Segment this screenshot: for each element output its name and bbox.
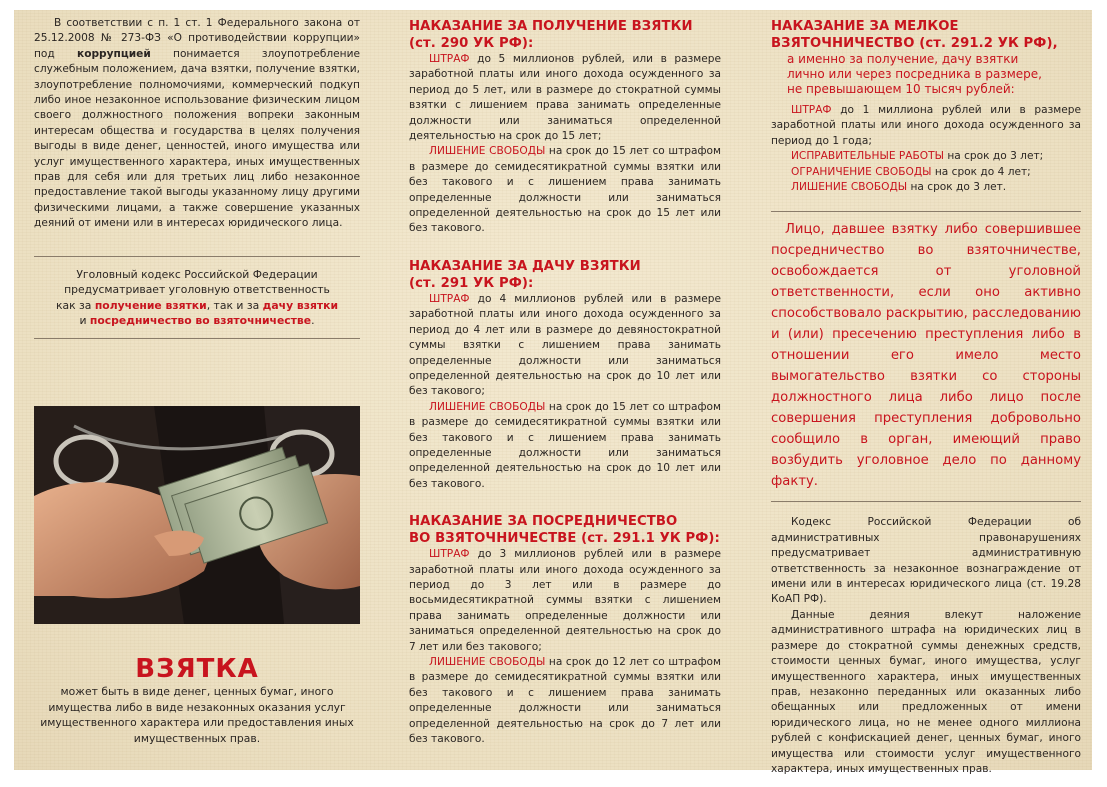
box-line: Уголовный кодекс Российской Федерации [76,267,318,281]
mediation-highlight: посредничество во взяточничестве [89,314,312,328]
limit-paragraph [771,165,1081,180]
section-title: НАКАЗАНИЕ ЗА ДАЧУ ВЗЯТКИ [409,258,641,274]
box-line [34,298,360,314]
penalty-giving-section [409,258,721,492]
prison-label: ЛИШЕНИЕ СВОБОДЫ [429,400,546,413]
column-middle [409,10,721,747]
section-title-article: (ст. 291 УК РФ): [409,275,534,291]
prison-text: на срок до 3 лет. [907,181,1007,194]
fine-paragraph [409,547,721,655]
prison-label: ЛИШЕНИЕ СВОБОДЫ [791,181,908,194]
photo-illustration [34,406,360,624]
box-text: и [79,314,90,328]
bribe-giving-highlight: дачу взятки [262,298,339,312]
fine-text: до 4 миллионов рублей или в размере заработной платы или иного дохода осужденного за период до 4 лет или в размере до девяностократной суммы взятки с лишением права занимать определенные должности или заниматься определенной деятельностью на срок до 10 лет или без такового; [409,292,721,398]
box-line: предусматривает уголовную ответственность [64,283,330,297]
box-text: , так и за [206,298,263,312]
definition-text-rest: понимается злоупотребление служебным положением, дача взятки, получение взятки, злоупотребление полномочиями, коммерческий подкуп либо иное незаконное использование физическим лицом своего должностного положения вопреки законным интересам общества и государства в целях получения выгоды в виде денег, ценностей, иного имущества или услуг имущественного характера, иных имущественных прав для себя или для третьих лиц либо незаконное предоставление такой выгоды указанному лицу другими физическими лицами, а также совершение указанных деяний от имени или в интересах юридического лица. [34,47,360,230]
section-title-article: ВЗЯТОЧНИЧЕСТВО (ст. 291.2 УК РФ), [771,36,1058,51]
divider [771,501,1081,502]
section-title-article: (ст. 290 УК РФ): [409,36,534,51]
fine-text: до 1 миллиона рублей или в размере заработной платы или иного дохода осужденного за период до 1 года; [771,104,1081,147]
prison-label: ЛИШЕНИЕ СВОБОДЫ [429,145,546,158]
divider [771,211,1081,212]
prison-paragraph [409,144,721,236]
definition-bold-term: коррупцией [77,47,151,60]
prison-label: ЛИШЕНИЕ СВОБОДЫ [429,656,546,668]
penalty-receiving-section [409,18,721,237]
limit-text: на срок до 4 лет; [931,165,1031,178]
penalty-mediation-section [409,513,721,747]
column-left [34,10,360,339]
corruption-definition [34,16,360,232]
limit-label: ОГРАНИЧЕНИЕ СВОБОДЫ [791,165,932,178]
section-title: НАКАЗАНИЕ ЗА ПОЛУЧЕНИЕ ВЗЯТКИ [409,19,693,34]
fine-label: ШТРАФ [429,548,470,561]
koap-section [771,515,1081,777]
fine-text: до 3 миллионов рублей или в размере заработной платы или иного дохода осужденного за период до 3 лет или в размере до восьмидесятикратной суммы взятки с лишением права занимать определенные должности или заниматься определенной деятельностью на срок до 7 лет или без такового; [409,548,721,653]
box-text: как за [55,298,95,312]
section-subtitle: не превышающем 10 тысяч рублей: [787,82,1015,96]
koap-paragraph: Данные деяния влекут наложение административного штрафа на юридических лиц в размере до стократной суммы денежных средств, стоимости ценных бумаг, иного имущества, услуг имущественного характера, иных имущественных прав, незаконно переданных или оказанных либо обещанных или предложенных от имени юридического лица, но не менее одного миллиона рублей с конфискацией денег, ценных бумаг, иного имущества или стоимости услуг имущественного характера, иных имущественных прав. [771,608,1081,775]
section-title: НАКАЗАНИЕ ЗА ПОСРЕДНИЧЕСТВО [409,514,678,530]
liability-release-text: Лицо, давшее взятку либо совершившее посредничество во взяточничестве, освобождается от уголовной ответственности, если оно активно способствовало раскрытию, расследованию и (или) пресечению преступления либо в отношении его имело место вымогательство взятки со стороны должностного лица либо лицо после совершения преступления добровольно сообщило в орган, имеющий право возбудить уголовное дело по данному факту. [771,222,1081,490]
box-line [34,313,360,329]
prison-paragraph [771,180,1081,195]
fine-text: до 5 миллионов рублей, или в размере заработной платы или иного дохода осужденного за период до 5 лет, или в размере до стократной суммы взятки с лишением права занимать определенные должности или заниматься определенной деятельностью на срок до 15 лет; [409,53,721,143]
fine-paragraph [409,52,721,144]
section-title: НАКАЗАНИЕ ЗА МЕЛКОЕ [771,19,959,34]
section-title-article: ВО ВЗЯТОЧНИЧЕСТВЕ (ст. 291.1 УК РФ): [409,531,720,547]
handcuffed-hands-photo [34,406,360,624]
koap-paragraph: Кодекс Российской Федерации об административных правонарушениях предусматривает административную ответственность за незаконное вознаграждение от имени или в интересах юридического лица (ст. 19.28 КоАП РФ). [771,516,1081,606]
column-right [771,10,1081,777]
fine-paragraph [771,103,1081,149]
fine-paragraph [409,292,721,400]
criminal-code-box [34,257,360,338]
fine-label: ШТРАФ [429,292,470,305]
fine-label: ШТРАФ [791,104,832,116]
definition-text-start: В соответствии с п. 1 ст. 1 Федерального закона от 25.12.2008 № 273-ФЗ «О противодействии коррупции» под [34,17,360,60]
section-subtitle: лично или через посредника в размере, [787,67,1042,81]
prison-text: на срок до 15 лет со штрафом в размере до семидесятикратной суммы взятки или без такового и с лишением права занимать определенные должности или заниматься определенной деятельностью на срок до 15 лет или без такового. [409,145,721,235]
box-text: . [311,314,315,328]
fine-label: ШТРАФ [429,53,470,65]
work-label: ИСПРАВИТЕЛЬНЫЕ РАБОТЫ [791,150,944,163]
bribe-definition-block [34,654,360,746]
section-subtitle: а именно за получение, дачу взятки [787,52,1019,66]
brochure-sheet [14,10,1092,775]
penalty-petty-section [771,18,1081,195]
prison-text: на срок до 15 лет со штрафом в размере до семидесятикратной суммы взятки или без такового и с лишением права занимать определенные должности или заниматься определенной деятельностью на срок до 10 лет или без такового. [409,400,721,490]
prison-paragraph [409,400,721,492]
prison-paragraph [409,655,721,747]
bribe-title: ВЗЯТКА [135,654,259,684]
work-paragraph [771,149,1081,164]
work-text: на срок до 3 лет; [943,150,1044,163]
divider [34,338,360,339]
bribe-receiving-highlight: получение взятки [94,298,207,312]
prison-text: на срок до 12 лет со штрафом в размере до семидесятикратной суммы взятки или без такового и с лишением права занимать определенные должности или заниматься определенной деятельностью на срок до 7 лет или без такового. [409,656,721,746]
bribe-definition-text: может быть в виде денег, ценных бумаг, иного имущества либо в виде незаконных оказания услуг имущественного характера или предоставления иных имущественных прав. [40,685,354,745]
